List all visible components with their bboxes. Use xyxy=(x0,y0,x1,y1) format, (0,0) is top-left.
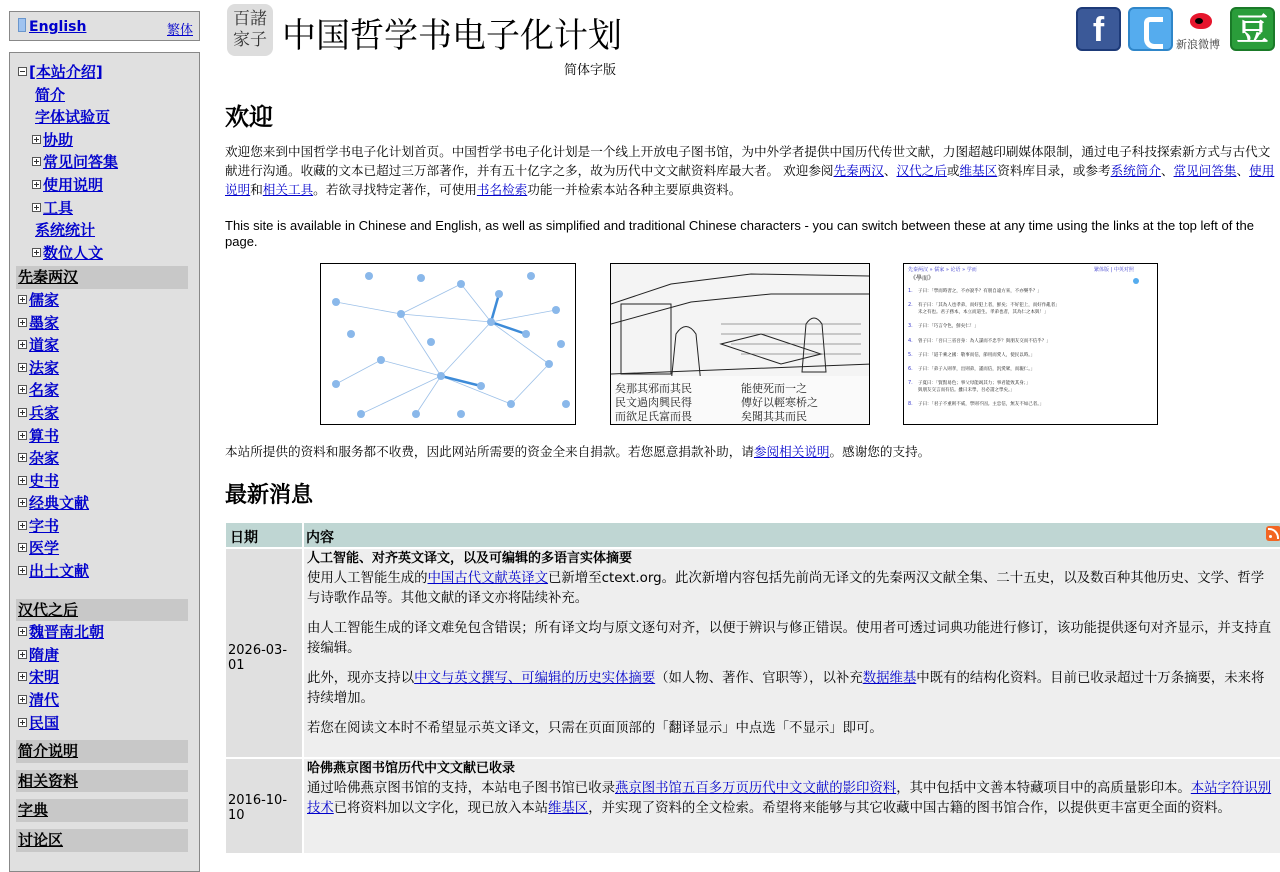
expand-icon[interactable] xyxy=(18,340,27,349)
nav-item-mo[interactable]: 墨家 xyxy=(18,312,190,335)
expand-icon[interactable] xyxy=(18,650,27,659)
text-page-image[interactable] xyxy=(903,263,1158,425)
link-system-intro[interactable]: 系统简介 xyxy=(1110,163,1161,178)
link-ai-translations[interactable]: 中国古代文献英译文 xyxy=(427,571,549,586)
news-title: 哈佛燕京图书馆历代中文文献已收录 xyxy=(307,761,516,776)
nav-item-za[interactable]: 杂家 xyxy=(18,447,190,470)
news-paragraph: 通过哈佛燕京图书馆的支持，本站电子图书馆已收录燕京图书馆五百多万页历代中文文献的影印资料，其中包括中文善本特藏项目中的高质量影印本。本站字符识别技术已将资料加以文字化，现已放入本站维基区，并实现了资料的全文检索。希望将来能够与其它收藏中国古籍的图书馆合作，以提供更丰富更全面的资料。 xyxy=(307,781,1272,816)
twitter-icon[interactable] xyxy=(1128,7,1173,51)
nav-menu xyxy=(9,52,200,872)
link-donation-info[interactable]: 参阅相关说明 xyxy=(753,444,830,459)
expand-icon[interactable] xyxy=(18,431,27,440)
nav-header-pre-qin[interactable]: 先秦两汉 xyxy=(16,266,188,289)
english-link[interactable]: English xyxy=(18,18,86,35)
english-note: This site is available in Chinese and English, as well as simplified and traditional Chinese characters - you can switch between these at any time using the links at the top left of the page. xyxy=(225,218,1254,249)
link-wiki[interactable]: 维基区 xyxy=(959,163,998,178)
link-wiki-area[interactable]: 维基区 xyxy=(548,801,589,816)
svg-text:矣那其邪而其民: 矣那其邪而其民 xyxy=(615,382,692,395)
svg-text:矣聞其其而民: 矣聞其其而民 xyxy=(741,410,807,423)
svg-text:傳好以輕寒桥之: 傳好以輕寒桥之 xyxy=(741,396,818,409)
nav-font-test[interactable]: 字体试验页 xyxy=(35,108,111,127)
language-switcher xyxy=(9,11,200,41)
expand-icon[interactable] xyxy=(18,385,27,394)
logo-line-2: 家子 xyxy=(233,30,267,50)
svg-text:子曰：「學而時習之，不亦說乎？有朋自遠方來，不亦樂乎？」: 子曰：「學而時習之，不亦說乎？有朋自遠方來，不亦樂乎？」 xyxy=(918,289,1042,294)
news-content xyxy=(304,759,1280,853)
nav-help[interactable]: 协助 xyxy=(18,129,190,152)
rss-icon[interactable] xyxy=(1266,526,1280,541)
news-date: 2026-03-01 xyxy=(226,549,302,757)
site-logo[interactable] xyxy=(227,4,273,56)
collapse-icon[interactable] xyxy=(18,67,27,76)
expand-icon[interactable] xyxy=(18,476,27,485)
svg-text:4.: 4. xyxy=(908,338,913,344)
nav-item-minguo[interactable]: 民国 xyxy=(18,712,190,735)
expand-icon[interactable] xyxy=(32,203,41,212)
svg-text:民文過肉興民得: 民文過肉興民得 xyxy=(615,396,692,409)
woodblock-illustration-image[interactable] xyxy=(610,263,870,425)
svg-text:6.: 6. xyxy=(908,366,913,372)
nav-digital-humanities[interactable]: 数位人文 xyxy=(18,242,190,265)
expand-icon[interactable] xyxy=(18,543,27,552)
nav-about[interactable]: [本站介绍] xyxy=(18,61,190,84)
facebook-icon[interactable]: f xyxy=(1076,7,1121,51)
nav-header-resources[interactable]: 相关资料 xyxy=(16,770,188,793)
nav-item-bing[interactable]: 兵家 xyxy=(18,402,190,425)
svg-text:能使死而一之: 能使死而一之 xyxy=(741,382,807,395)
expand-icon[interactable] xyxy=(32,248,41,257)
nav-item-chutu[interactable]: 出土文献 xyxy=(18,560,190,583)
nav-header-manual[interactable]: 简介说明 xyxy=(16,740,188,763)
link-data-wiki[interactable]: 数据维基 xyxy=(862,671,917,686)
expand-icon[interactable] xyxy=(18,566,27,575)
news-title: 人工智能、对齐英文译文，以及可编辑的多语言实体摘要 xyxy=(307,551,633,566)
expand-icon[interactable] xyxy=(18,498,27,507)
welcome-paragraph: 欢迎您来到中国哲学书电子化计划首页。中国哲学书电子化计划是一个线上开放电子图书馆，为中外学者提供中国历代传世文献，力图超越印刷媒体限制，通过电子科技探索新方式与古代文献进行沟通。收藏的文本已超过三万部著作，并有五十亿字之多，故为历代中文文献资料库最大者。 欢迎参阅先秦两汉、汉代之后或维基区资料库目录，或参考系统简介、常见问答集、使用说明和相关工具。若欲寻找特定著作，可使用书名检索功能一并检索本站各种主要原典资料。 xyxy=(225,144,1275,197)
news-paragraph: 若您在阅读文本时不希望显示英文译文，只需在页面顶部的「翻译显示」中点选「不显示」即可。 xyxy=(307,721,883,736)
svg-text:先秦两汉 » 儒家 » 论语 » 学而: 先秦两汉 » 儒家 » 论语 » 学而 xyxy=(908,267,977,273)
nav-item-jingdian[interactable]: 经典文献 xyxy=(18,492,190,515)
news-paragraph: 使用人工智能生成的中国古代文献英译文已新增至ctext.org。此次新增内容包括先前尚无译文的先秦两汉文献全集、二十五史，以及数百种其他历史、文学、哲学与诗歌作品等。其他文献的译文亦将陆续补充。 xyxy=(307,571,1265,606)
expand-icon[interactable] xyxy=(18,627,27,636)
weibo-icon[interactable]: 新浪微博 xyxy=(1178,7,1223,51)
news-paragraph: 由人工智能生成的译文难免包含错误；所有译文均与原文逐句对齐，以便于辨识与修正错误。使用者可透过词典功能进行修订，该功能提供逐句对齐显示，并支持直接编辑。 xyxy=(307,621,1272,656)
expand-icon[interactable] xyxy=(18,672,27,681)
svg-text:與朋友交言而有信。雖曰未學，吾必謂之學矣。」: 與朋友交言而有信。雖曰未學，吾必謂之學矣。」 xyxy=(918,388,1015,393)
expand-icon[interactable] xyxy=(32,135,41,144)
nav-header-post-han[interactable]: 汉代之后 xyxy=(16,599,188,622)
douban-icon[interactable]: 豆 xyxy=(1230,7,1275,51)
traditional-chinese-link[interactable]: 繁体 xyxy=(166,23,193,38)
news-date: 2016-10-10 xyxy=(226,759,302,853)
nav-faq[interactable]: 常见问答集 xyxy=(18,151,190,174)
svg-text:7.: 7. xyxy=(908,380,913,386)
link-manual[interactable]: 使用说明 xyxy=(225,163,1275,197)
expand-icon[interactable] xyxy=(18,318,27,327)
nav-item-songming[interactable]: 宋明 xyxy=(18,666,190,689)
logo-line-1: 百諸 xyxy=(233,9,267,29)
svg-text:曾子曰：「吾日三省吾身：為人謀而不忠乎？與朋友交而不信乎？」: 曾子曰：「吾日三省吾身：為人謀而不忠乎？與朋友交而不信乎？」 xyxy=(918,339,1051,344)
nav-manual[interactable]: 使用说明 xyxy=(18,174,190,197)
link-faq[interactable]: 常见问答集 xyxy=(1173,163,1237,178)
page-title: 中国哲学书电子化计划 xyxy=(282,16,622,56)
nav-stats[interactable]: 系统统计 xyxy=(35,221,96,240)
news-paragraph: 此外，现亦支持以中文与英文撰写、可编辑的历史实体摘要（如人物、著作、官职等），以补充数据维基中既有的结构化资料。目前已收录超过十万条摘要，未来将持续增加。 xyxy=(307,671,1265,706)
nav-header-forum[interactable]: 讨论区 xyxy=(16,829,188,852)
nav-item-suan[interactable]: 算书 xyxy=(18,425,190,448)
expand-icon[interactable] xyxy=(18,295,27,304)
svg-text:子曰：「巧言令色，鮮矣仁！」: 子曰：「巧言令色，鮮矣仁！」 xyxy=(918,324,979,329)
nav-item-ming[interactable]: 名家 xyxy=(18,379,190,402)
nav-item-yi[interactable]: 医学 xyxy=(18,537,190,560)
link-yenching-scans[interactable]: 燕京图书馆五百多万页历代中文文献的影印资料 xyxy=(614,781,897,796)
expand-icon[interactable] xyxy=(18,408,27,417)
link-ocr-tech[interactable]: 本站字符识别技术 xyxy=(307,781,1272,816)
page-subtitle: 简体字版 xyxy=(564,63,617,78)
link-tools[interactable]: 相关工具 xyxy=(262,182,314,197)
expand-icon[interactable] xyxy=(18,718,27,727)
link-post-han[interactable]: 汉代之后 xyxy=(896,163,947,178)
expand-icon[interactable] xyxy=(18,521,27,530)
nav-item-fa[interactable]: 法家 xyxy=(18,357,190,380)
news-row xyxy=(226,759,1280,853)
nav-item-shi[interactable]: 史书 xyxy=(18,470,190,493)
nav-item-ru[interactable]: 儒家 xyxy=(18,289,190,312)
svg-text:子曰：「弟子入則孝，出則弟，謹而信，汎愛眾，而親仁。」: 子曰：「弟子入則孝，出則弟，謹而信，汎愛眾，而親仁。」 xyxy=(918,367,1035,372)
nav-item-weijin[interactable]: 魏晋南北朝 xyxy=(18,621,190,644)
svg-text:子夏曰：「賢賢易色；事父母能竭其力；事君能致其身；」: 子夏曰：「賢賢易色；事父母能竭其力；事君能致其身；」 xyxy=(918,381,1031,386)
expand-icon[interactable] xyxy=(32,180,41,189)
news-content xyxy=(304,549,1280,757)
link-pre-qin[interactable]: 先秦两汉 xyxy=(833,163,884,178)
nav-intro[interactable]: 简介 xyxy=(35,85,66,104)
nav-header-dictionary[interactable]: 字典 xyxy=(16,799,188,822)
expand-icon[interactable] xyxy=(18,695,27,704)
svg-text:繁体版 | 中英对照: 繁体版 | 中英对照 xyxy=(1094,267,1134,273)
svg-text:而欲足氏富而畏: 而欲足氏富而畏 xyxy=(615,410,692,423)
svg-text:子曰：「道千乘之國：敬事而信，節用而愛人，使民以時。」: 子曰：「道千乘之國：敬事而信，節用而愛人，使民以時。」 xyxy=(918,353,1035,358)
svg-text:有子曰：「其為人也孝弟，而好犯上者，鮮矣；不好犯上，而好作亂: 有子曰：「其為人也孝弟，而好犯上者，鮮矣；不好犯上，而好作亂者」 xyxy=(918,303,1060,308)
svg-text:未之有也。君子務本，本立而道生。孝弟也者，其為仁之本與！」: 未之有也。君子務本，本立而道生。孝弟也者，其為仁之本與！」 xyxy=(918,310,1049,315)
svg-text:1.: 1. xyxy=(908,288,913,294)
nav-item-dao[interactable]: 道家 xyxy=(18,334,190,357)
news-table-header xyxy=(226,523,1280,547)
svg-text:8.: 8. xyxy=(908,401,913,407)
nav-item-suitang[interactable]: 隋唐 xyxy=(18,644,190,667)
column-content: 内容 xyxy=(306,530,334,546)
expand-icon[interactable] xyxy=(32,157,41,166)
expand-icon[interactable] xyxy=(18,363,27,372)
nav-item-zi[interactable]: 字书 xyxy=(18,515,190,538)
news-heading: 最新消息 xyxy=(225,483,314,508)
welcome-heading: 欢迎 xyxy=(225,103,273,131)
svg-text:子曰：「君子不重則不威，學則不固。主忠信，無友不如己者。」: 子曰：「君子不重則不威，學則不固。主忠信，無友不如己者。」 xyxy=(918,402,1044,407)
svg-text:3.: 3. xyxy=(908,323,913,329)
flag-icon xyxy=(18,18,26,32)
news-row xyxy=(226,549,1280,757)
svg-text:5.: 5. xyxy=(908,352,913,358)
nav-item-qing[interactable]: 清代 xyxy=(18,689,190,712)
link-entity-summaries[interactable]: 中文与英文撰写、可编辑的历史实体摘要 xyxy=(414,671,656,686)
nav-tools[interactable]: 工具 xyxy=(18,197,190,220)
link-title-search[interactable]: 书名检索 xyxy=(476,182,528,197)
svg-text:2.: 2. xyxy=(908,302,913,308)
donation-note: 本站所提供的资料和服务都不收费，因此网站所需要的资金全来自捐款。若您愿意捐款补助，请参阅相关说明。感谢您的支持。 xyxy=(225,444,931,459)
sidebar xyxy=(0,0,212,853)
column-date: 日期 xyxy=(230,530,258,546)
expand-icon[interactable] xyxy=(18,453,27,462)
svg-text:《學而》: 《學而》 xyxy=(910,275,935,282)
network-graph-image[interactable] xyxy=(320,263,576,425)
